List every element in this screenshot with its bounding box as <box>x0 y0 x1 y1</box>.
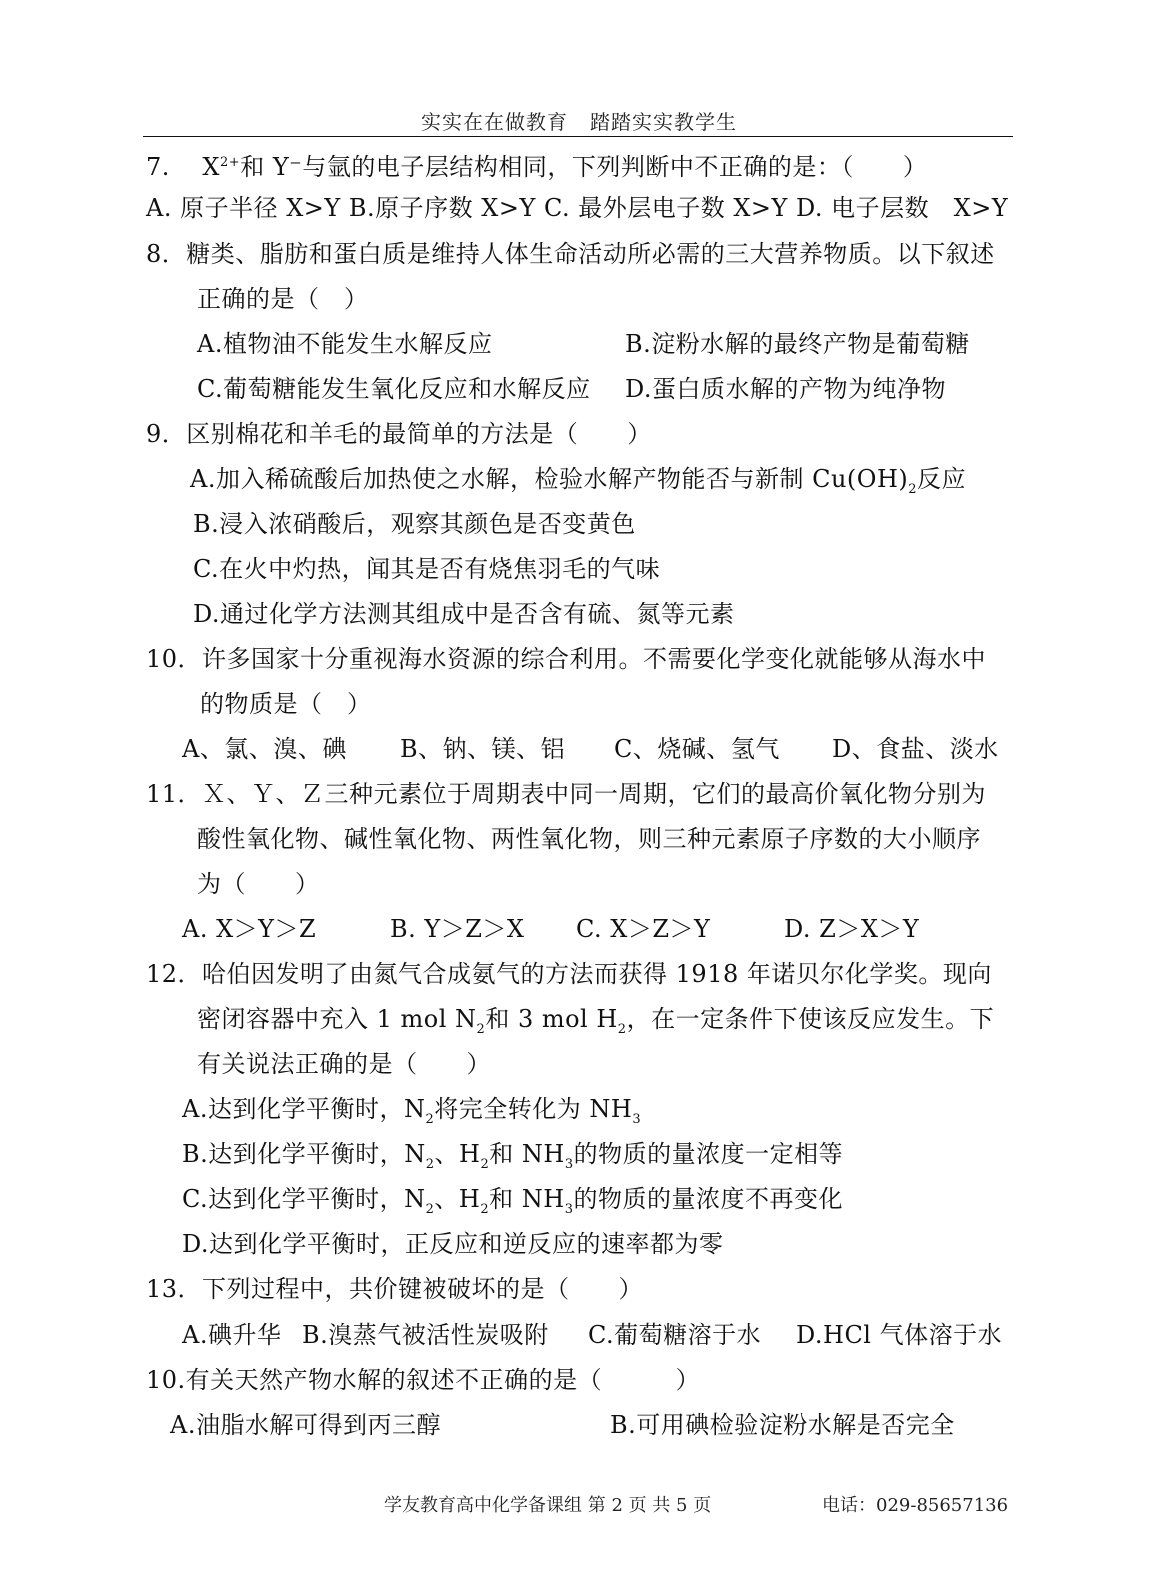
q10-option-c: C、烧碱、氢气 <box>614 735 780 763</box>
q7-stem: 7. $X^{2+}$和 Y⁻与氩的电子层结构相同，下列判断中不正确的是：（ ） <box>146 153 928 181</box>
q8-option-b: B.淀粉水解的最终产物是葡萄糖 <box>625 330 970 358</box>
q9-option-a: A.加入稀硫酸后加热使之水解，检验水解产物能否与新制 $Cu(OH)_2$反应 <box>190 465 967 497</box>
q11-option-a: A. X＞Y＞Z <box>182 915 317 943</box>
q11-option-d: D. Z＞X＞Y <box>784 915 920 943</box>
q11-option-b: B. Y＞Z＞X <box>390 915 525 943</box>
footer-page-info: 学友教育高中化学备课组 第 2 页 共 5 页 <box>384 1495 712 1516</box>
q8-stem-line2: 正确的是（ ） <box>197 285 369 313</box>
q13-option-a: A.碘升华 <box>182 1321 282 1349</box>
q12-stem-line3: 有关说法正确的是（ ） <box>197 1050 491 1078</box>
q12-option-b: B.达到化学平衡时，$N_2$、$H_2$和 $NH_3$的物质的量浓度一定相等 <box>182 1140 844 1172</box>
q10-option-a: A、氯、溴、碘 <box>182 735 347 763</box>
page-header <box>0 106 1158 135</box>
q11-stem-line2: 酸性氧化物、碱性氧化物、两性氧化物，则三种元素原子序数的大小顺序 <box>197 825 981 853</box>
q9-stem: 9．区别棉花和羊毛的最简单的方法是（ ） <box>146 420 652 448</box>
q13-option-d: D.HCl 气体溶于水 <box>796 1321 1003 1349</box>
q12-option-c: C.达到化学平衡时，$N_2$、$H_2$和 $NH_3$的物质的量浓度不再变化 <box>182 1185 843 1217</box>
header-motto-left: 实实在在做教育 <box>421 110 568 134</box>
q10b-option-b: B.可用碘检验淀粉水解是否完全 <box>610 1411 955 1439</box>
q13-option-b: B.溴蒸气被活性炭吸附 <box>302 1321 549 1349</box>
q13-stem: 13．下列过程中，共价键被破坏的是（ ） <box>146 1275 644 1303</box>
q7-options: A. 原子半径 X>Y B.原子序数 X>Y C. 最外层电子数 X>Y D. 电子层数 X>Y <box>146 194 1009 222</box>
q8-option-d: D.蛋白质水解的产物为纯净物 <box>625 375 947 403</box>
q9-option-c: C.在火中灼热，闻其是否有烧焦羽毛的气味 <box>193 555 661 583</box>
q12-option-a: A.达到化学平衡时，$N_2$将完全转化为 $NH_3$ <box>182 1095 642 1127</box>
q10-option-b: B、钠、镁、铝 <box>400 735 566 763</box>
q11-stem-line1: 11．Ｘ、Ｙ、Ｚ三种元素位于周期表中同一周期，它们的最高价氧化物分别为 <box>146 780 987 808</box>
q13-option-c: C.葡萄糖溶于水 <box>588 1321 762 1349</box>
q8-option-c: C.葡萄糖能发生氧化反应和水解反应 <box>197 375 591 403</box>
footer-phone: 电话：029-85657136 <box>822 1495 1009 1516</box>
q8-stem-line1: 8．糖类、脂肪和蛋白质是维持人体生命活动所必需的三大营养物质。以下叙述 <box>146 240 995 268</box>
q11-stem-line3: 为（ ） <box>197 870 320 898</box>
q10b-stem: 10.有关天然产物水解的叙述不正确的是（ ） <box>146 1366 701 1394</box>
q10b-option-a: A.油脂水解可得到丙三醇 <box>170 1411 441 1439</box>
q12-stem-line1: 12．哈伯因发明了由氮气合成氨气的方法而获得 1918 年诺贝尔化学奖。现向 <box>146 960 992 988</box>
q12-option-d: D.达到化学平衡时，正反应和逆反应的速率都为零 <box>182 1230 724 1258</box>
q9-option-d: D.通过化学方法测其组成中是否含有硫、氮等元素 <box>193 600 735 628</box>
q12-stem-line2: 密闭容器中充入 1 mol $N_2$和 3 mol $H_2$，在一定条件下使该反应发生。下 <box>197 1005 995 1037</box>
q10-option-d: D、食盐、淡水 <box>832 735 999 763</box>
q9-option-b: B.浸入浓硝酸后，观察其颜色是否变黄色 <box>193 510 636 538</box>
q10-stem-line1: 10．许多国家十分重视海水资源的综合利用。不需要化学变化就能够从海水中 <box>146 645 987 673</box>
q11-option-c: C. X＞Z＞Y <box>576 915 711 943</box>
q8-option-a: A.植物油不能发生水解反应 <box>197 330 493 358</box>
header-rule <box>143 136 1013 137</box>
header-motto-right: 踏踏实实教学生 <box>590 110 737 134</box>
q10-stem-line2: 的物质是（ ） <box>200 690 372 718</box>
